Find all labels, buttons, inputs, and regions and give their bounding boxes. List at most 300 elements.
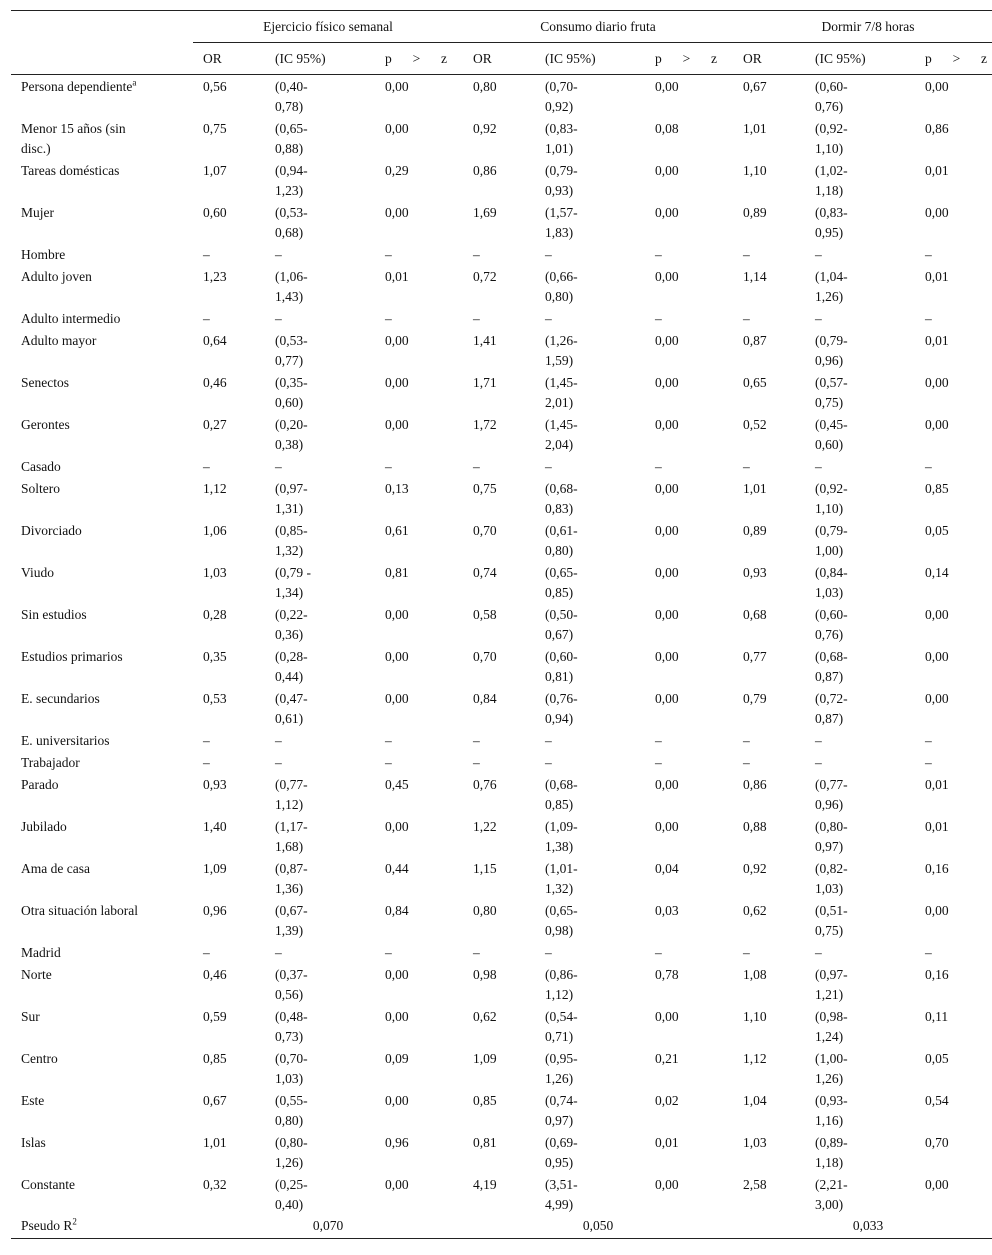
ci-lower: (0,48-: [275, 1009, 308, 1024]
table-row: [11, 307, 992, 329]
confidence-interval-cell: [265, 371, 375, 413]
p-value-cell: 0,13: [385, 481, 409, 496]
odds-ratio-cell: 0,81: [473, 1135, 497, 1150]
table-body: [11, 75, 992, 1239]
confidence-interval-cell: [535, 751, 645, 773]
pseudo-r2-value: 0,070: [193, 1215, 463, 1239]
confidence-interval-cell: [265, 857, 375, 899]
ci-lower: (1,45-: [545, 417, 578, 432]
confidence-interval-cell: [265, 201, 375, 243]
p-value-cell: 0,00: [925, 417, 949, 432]
ci-upper: 0,87): [815, 669, 844, 684]
ci-upper: 0,87): [815, 711, 844, 726]
row-label: [11, 455, 193, 477]
confidence-interval-cell: [265, 645, 375, 687]
row-label-text: Tareas domésticas: [21, 163, 120, 178]
odds-ratio-cell: 0,88: [743, 819, 767, 834]
ci-upper: 1,03): [815, 881, 844, 896]
ci-upper: 1,26): [275, 1155, 304, 1170]
odds-ratio-cell: –: [473, 733, 480, 748]
ci-lower: (0,55-: [275, 1093, 308, 1108]
p-header-group: [925, 49, 987, 69]
odds-ratio-cell: 0,86: [473, 163, 497, 178]
ci-lower: (1,00-: [815, 1051, 848, 1066]
row-label-text: Soltero: [21, 481, 60, 496]
ci-lower: (1,17-: [275, 819, 308, 834]
confidence-interval-cell: [535, 307, 645, 329]
ci-lower: (0,83-: [815, 205, 848, 220]
ci-lower: –: [275, 459, 282, 474]
ci-lower: (0,65-: [275, 121, 308, 136]
p-value-cell: 0,00: [655, 691, 679, 706]
odds-ratio-cell: 0,79: [743, 691, 767, 706]
ci-lower: –: [275, 311, 282, 326]
ci-upper: 0,38): [275, 437, 304, 452]
ci-upper: 0,75): [815, 923, 844, 938]
p-value-cell: 0,00: [925, 205, 949, 220]
ci-lower: (0,60-: [545, 649, 578, 664]
odds-ratio-cell: 0,62: [743, 903, 767, 918]
ci-upper: 0,92): [545, 99, 574, 114]
table-row: [11, 477, 992, 519]
p-value-cell: 0,00: [655, 205, 679, 220]
row-label: [11, 371, 193, 413]
confidence-interval-cell: [535, 1089, 645, 1131]
ci-upper: 3,00): [815, 1197, 844, 1212]
odds-ratio-cell: –: [203, 311, 210, 326]
p-value-cell: 0,00: [655, 1177, 679, 1192]
confidence-interval-cell: [805, 1089, 915, 1131]
confidence-interval-cell: [265, 899, 375, 941]
odds-ratio-cell: –: [473, 945, 480, 960]
sub-header-or: OR: [193, 43, 265, 75]
sub-header-p-value: [915, 43, 992, 75]
ci-upper: 0,96): [815, 797, 844, 812]
p-value-cell: 0,01: [925, 819, 949, 834]
p-header-part: >: [682, 50, 691, 66]
ci-lower: –: [815, 945, 822, 960]
confidence-interval-cell: [805, 117, 915, 159]
table-row: [11, 243, 992, 265]
ci-lower: (0,89-: [815, 1135, 848, 1150]
odds-ratio-cell: 0,65: [743, 375, 767, 390]
confidence-interval-cell: [535, 159, 645, 201]
p-value-cell: –: [385, 945, 392, 960]
ci-lower: (0,61-: [545, 523, 578, 538]
ci-lower: (0,68-: [545, 777, 578, 792]
empty-sub-corner: [11, 43, 193, 75]
confidence-interval-cell: [265, 519, 375, 561]
ci-lower: (0,79 -: [275, 565, 311, 580]
ci-upper: 1,43): [275, 289, 304, 304]
ci-lower: (0,35-: [275, 375, 308, 390]
row-label-text: Senectos: [21, 375, 69, 390]
row-label: [11, 729, 193, 751]
confidence-interval-cell: [535, 75, 645, 118]
row-label: [11, 773, 193, 815]
p-value-cell: 0,00: [385, 1093, 409, 1108]
p-value-cell: 0,00: [655, 777, 679, 792]
ci-upper: 0,97): [815, 839, 844, 854]
ci-upper: 4,99): [545, 1197, 574, 1212]
row-label: [11, 329, 193, 371]
ci-lower: (0,77-: [815, 777, 848, 792]
p-value-cell: 0,45: [385, 777, 409, 792]
ci-lower: –: [545, 459, 552, 474]
ci-upper: 0,36): [275, 627, 304, 642]
ci-lower: (0,68-: [815, 649, 848, 664]
odds-ratio-cell: 0,46: [203, 967, 227, 982]
ci-lower: –: [545, 755, 552, 770]
p-value-cell: 0,00: [925, 607, 949, 622]
p-value-cell: 0,00: [655, 417, 679, 432]
ci-lower: (0,40-: [275, 79, 308, 94]
odds-ratio-cell: 1,08: [743, 967, 767, 982]
table-row: [11, 815, 992, 857]
table-row: [11, 1005, 992, 1047]
ci-lower: –: [275, 247, 282, 262]
ci-lower: (1,01-: [545, 861, 578, 876]
ci-upper: 0,73): [275, 1029, 304, 1044]
odds-ratio-cell: 1,01: [743, 121, 767, 136]
ci-upper: 1,03): [275, 1071, 304, 1086]
odds-ratio-cell: 1,22: [473, 819, 497, 834]
ci-lower: (0,47-: [275, 691, 308, 706]
ci-lower: (0,86-: [545, 967, 578, 982]
confidence-interval-cell: [535, 371, 645, 413]
p-value-cell: 0,44: [385, 861, 409, 876]
confidence-interval-cell: [805, 941, 915, 963]
confidence-interval-cell: [805, 413, 915, 455]
ci-lower: (0,94-: [275, 163, 308, 178]
p-value-cell: –: [655, 945, 662, 960]
odds-ratio-cell: –: [203, 459, 210, 474]
ci-lower: –: [275, 755, 282, 770]
ci-lower: (0,65-: [545, 565, 578, 580]
p-value-cell: 0,16: [925, 861, 949, 876]
odds-ratio-cell: 0,28: [203, 607, 227, 622]
p-value-cell: 0,00: [385, 1177, 409, 1192]
confidence-interval-cell: [805, 455, 915, 477]
odds-ratio-cell: 0,80: [473, 79, 497, 94]
p-value-cell: 0,04: [655, 861, 679, 876]
p-value-cell: 0,00: [385, 121, 409, 136]
p-value-cell: 0,00: [925, 79, 949, 94]
ci-lower: (0,60-: [815, 79, 848, 94]
odds-ratio-cell: 0,84: [473, 691, 497, 706]
row-label: [11, 645, 193, 687]
p-value-cell: 0,00: [385, 375, 409, 390]
row-label: [11, 519, 193, 561]
odds-ratio-cell: 1,07: [203, 163, 227, 178]
row-label-text: Este: [21, 1093, 45, 1108]
odds-ratio-cell: 0,98: [473, 967, 497, 982]
group-header-fruit: Consumo diario fruta: [463, 11, 733, 43]
p-value-cell: 0,14: [925, 565, 949, 580]
confidence-interval-cell: [535, 329, 645, 371]
p-value-cell: 0,00: [655, 607, 679, 622]
ci-lower: (0,66-: [545, 269, 578, 284]
table-row: [11, 117, 992, 159]
odds-ratio-cell: 0,76: [473, 777, 497, 792]
odds-ratio-cell: 1,09: [473, 1051, 497, 1066]
row-label-text: Ama de casa: [21, 861, 90, 876]
ci-lower: (0,45-: [815, 417, 848, 432]
ci-upper: 1,32): [545, 881, 574, 896]
confidence-interval-cell: [805, 857, 915, 899]
row-label-text: Centro: [21, 1051, 58, 1066]
ci-upper: 0,85): [545, 585, 574, 600]
confidence-interval-cell: [265, 1089, 375, 1131]
ci-lower: (0,93-: [815, 1093, 848, 1108]
ci-lower: –: [815, 459, 822, 474]
ci-lower: –: [815, 733, 822, 748]
ci-upper: 0,80): [545, 289, 574, 304]
confidence-interval-cell: [535, 603, 645, 645]
ci-lower: (0,87-: [275, 861, 308, 876]
p-value-cell: –: [925, 311, 932, 326]
odds-ratio-cell: –: [203, 733, 210, 748]
table-row: [11, 265, 992, 307]
confidence-interval-cell: [535, 963, 645, 1005]
ci-lower: (0,80-: [815, 819, 848, 834]
ci-upper: 0,76): [815, 99, 844, 114]
p-value-cell: 0,00: [925, 903, 949, 918]
ci-lower: (0,60-: [815, 607, 848, 622]
confidence-interval-cell: [805, 963, 915, 1005]
odds-ratio-cell: 1,23: [203, 269, 227, 284]
ci-upper: 0,94): [545, 711, 574, 726]
row-label: [11, 1047, 193, 1089]
odds-ratio-cell: 0,59: [203, 1009, 227, 1024]
odds-ratio-cell: 1,06: [203, 523, 227, 538]
row-label: [11, 1005, 193, 1047]
confidence-interval-cell: [805, 899, 915, 941]
row-label: [11, 963, 193, 1005]
ci-lower: (2,21-: [815, 1177, 848, 1192]
row-label: [11, 899, 193, 941]
confidence-interval-cell: [265, 117, 375, 159]
ci-upper: 1,12): [545, 987, 574, 1002]
ci-upper: 0,68): [275, 225, 304, 240]
confidence-interval-cell: [265, 75, 375, 118]
odds-ratio-cell: 0,27: [203, 417, 227, 432]
odds-ratio-cell: 1,41: [473, 333, 497, 348]
p-header-part: z: [441, 50, 447, 66]
row-label: [11, 117, 193, 159]
confidence-interval-cell: [805, 371, 915, 413]
odds-ratio-cell: 1,03: [743, 1135, 767, 1150]
p-value-cell: 0,00: [385, 417, 409, 432]
ci-upper: 0,83): [545, 501, 574, 516]
p-value-cell: 0,01: [925, 777, 949, 792]
row-label-text: Jubilado: [21, 819, 67, 834]
ci-lower: –: [545, 945, 552, 960]
table-row: [11, 201, 992, 243]
confidence-interval-cell: [535, 645, 645, 687]
ci-lower: –: [545, 733, 552, 748]
ci-lower: (1,02-: [815, 163, 848, 178]
pseudo-r2-label-text: Pseudo R: [21, 1218, 73, 1233]
ci-upper: 0,85): [545, 797, 574, 812]
ci-upper: 2,04): [545, 437, 574, 452]
table-row: [11, 603, 992, 645]
odds-ratio-cell: 0,72: [473, 269, 497, 284]
odds-ratio-cell: 1,14: [743, 269, 767, 284]
p-value-cell: 0,01: [385, 269, 409, 284]
ci-upper: 0,67): [545, 627, 574, 642]
ci-upper: 0,77): [275, 353, 304, 368]
ci-upper: 1,01): [545, 141, 574, 156]
ci-upper: 1,24): [815, 1029, 844, 1044]
ci-lower: (0,97-: [275, 481, 308, 496]
p-value-cell: –: [925, 733, 932, 748]
odds-ratio-cell: 0,32: [203, 1177, 227, 1192]
confidence-interval-cell: [535, 941, 645, 963]
confidence-interval-cell: [535, 1131, 645, 1173]
confidence-interval-cell: [805, 265, 915, 307]
p-value-cell: 0,00: [655, 1009, 679, 1024]
odds-ratio-cell: 1,12: [743, 1051, 767, 1066]
confidence-interval-cell: [805, 561, 915, 603]
p-value-cell: 0,96: [385, 1135, 409, 1150]
row-label: [11, 751, 193, 773]
ci-upper: 0,98): [545, 923, 574, 938]
p-value-cell: 0,11: [925, 1009, 949, 1024]
p-value-cell: 0,84: [385, 903, 409, 918]
confidence-interval-cell: [265, 1005, 375, 1047]
row-label-text: E. universitarios: [21, 733, 110, 748]
odds-ratio-cell: 0,70: [473, 649, 497, 664]
row-label: [11, 1131, 193, 1173]
row-label-text: Hombre: [21, 247, 66, 262]
odds-ratio-cell: 0,93: [203, 777, 227, 792]
ci-lower: (0,84-: [815, 565, 848, 580]
confidence-interval-cell: [805, 729, 915, 751]
ci-lower: (0,51-: [815, 903, 848, 918]
p-value-cell: –: [385, 459, 392, 474]
table-row: [11, 857, 992, 899]
p-value-cell: 0,54: [925, 1093, 949, 1108]
row-label-text: Islas: [21, 1135, 46, 1150]
confidence-interval-cell: [265, 773, 375, 815]
p-header-part: p: [925, 50, 932, 66]
confidence-interval-cell: [265, 561, 375, 603]
odds-ratio-cell: –: [473, 311, 480, 326]
sub-header-p-value: [645, 43, 733, 75]
p-value-cell: 0,00: [385, 607, 409, 622]
odds-ratio-cell: –: [203, 755, 210, 770]
ci-lower: (0,79-: [815, 333, 848, 348]
row-label: [11, 687, 193, 729]
confidence-interval-cell: [805, 687, 915, 729]
confidence-interval-cell: [805, 1173, 915, 1215]
sub-header-or: OR: [733, 43, 805, 75]
p-value-cell: 0,00: [925, 649, 949, 664]
confidence-interval-cell: [265, 477, 375, 519]
ci-upper: 0,78): [275, 99, 304, 114]
odds-ratio-cell: –: [473, 459, 480, 474]
row-label-text: Divorciado: [21, 523, 82, 538]
confidence-interval-cell: [535, 857, 645, 899]
p-header-group: [385, 49, 447, 69]
ci-upper: 0,61): [275, 711, 304, 726]
p-value-cell: 0,01: [925, 333, 949, 348]
p-value-cell: 0,85: [925, 481, 949, 496]
confidence-interval-cell: [535, 773, 645, 815]
odds-ratio-cell: 0,68: [743, 607, 767, 622]
ci-upper: 0,95): [815, 225, 844, 240]
confidence-interval-cell: [805, 1047, 915, 1089]
odds-ratio-cell: –: [743, 247, 750, 262]
confidence-interval-cell: [535, 729, 645, 751]
ci-lower: (0,80-: [275, 1135, 308, 1150]
p-value-cell: –: [655, 247, 662, 262]
p-value-cell: 0,00: [655, 481, 679, 496]
confidence-interval-cell: [535, 561, 645, 603]
ci-lower: (0,76-: [545, 691, 578, 706]
odds-ratio-table: [11, 10, 992, 1239]
p-value-cell: 0,00: [655, 565, 679, 580]
row-label: [11, 1173, 193, 1215]
odds-ratio-cell: 1,72: [473, 417, 497, 432]
p-value-cell: 0,05: [925, 523, 949, 538]
empty-corner-cell: [11, 11, 193, 43]
ci-lower: (1,04-: [815, 269, 848, 284]
p-value-cell: 0,00: [925, 691, 949, 706]
ci-lower: (0,70-: [275, 1051, 308, 1066]
p-header-part: >: [412, 50, 421, 66]
odds-ratio-cell: 0,85: [203, 1051, 227, 1066]
ci-lower: (1,06-: [275, 269, 308, 284]
ci-lower: (0,20-: [275, 417, 308, 432]
odds-ratio-cell: –: [743, 311, 750, 326]
p-value-cell: 0,09: [385, 1051, 409, 1066]
confidence-interval-cell: [805, 243, 915, 265]
pseudo-r2-value: 0,050: [463, 1215, 733, 1239]
p-value-cell: 0,21: [655, 1051, 679, 1066]
p-value-cell: 0,00: [655, 269, 679, 284]
ci-lower: (0,79-: [815, 523, 848, 538]
confidence-interval-cell: [265, 963, 375, 1005]
confidence-interval-cell: [265, 265, 375, 307]
p-value-cell: 0,16: [925, 967, 949, 982]
row-label: [11, 941, 193, 963]
confidence-interval-cell: [535, 1173, 645, 1215]
row-label-text: Adulto intermedio: [21, 311, 121, 326]
table-row: [11, 963, 992, 1005]
confidence-interval-cell: [805, 773, 915, 815]
ci-upper: 1,16): [815, 1113, 844, 1128]
row-label: [11, 307, 193, 329]
row-label: [11, 603, 193, 645]
table-row: [11, 329, 992, 371]
odds-ratio-cell: 0,89: [743, 205, 767, 220]
ci-lower: (0,54-: [545, 1009, 578, 1024]
confidence-interval-cell: [535, 117, 645, 159]
row-label: [11, 857, 193, 899]
odds-ratio-cell: 1,03: [203, 565, 227, 580]
confidence-interval-cell: [805, 201, 915, 243]
confidence-interval-cell: [535, 265, 645, 307]
row-label-text: Adulto joven: [21, 269, 92, 284]
odds-ratio-cell: 0,64: [203, 333, 227, 348]
odds-ratio-cell: –: [743, 945, 750, 960]
row-label: [11, 201, 193, 243]
p-header-part: z: [711, 50, 717, 66]
confidence-interval-cell: [265, 687, 375, 729]
p-value-cell: 0,00: [385, 1009, 409, 1024]
